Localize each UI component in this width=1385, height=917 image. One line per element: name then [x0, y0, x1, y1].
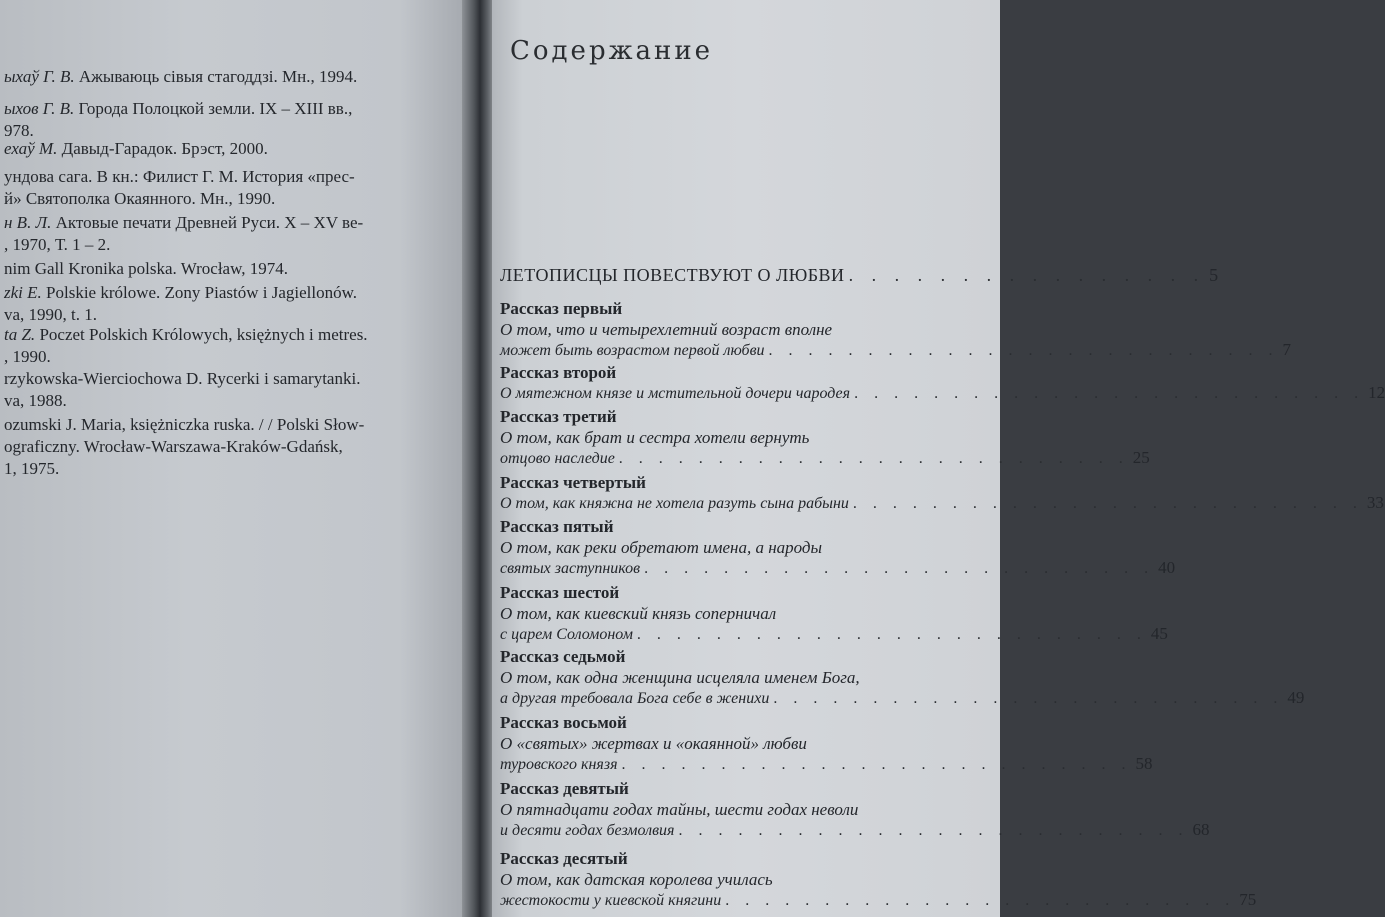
bibliography-text: ozumski J. Maria, księżniczka ruska. / / Polski Słow- [4, 415, 365, 434]
chapter-page-number: 45 [1150, 624, 1168, 643]
chapter-last-line [500, 340, 1292, 360]
chapter-page-number: 75 [1239, 890, 1257, 909]
bibliography-line [4, 66, 357, 88]
chapter-heading: Рассказ пятый [500, 517, 614, 536]
chapter-description-line: О том, как княжна не хотела разуть сына рабыни [500, 495, 849, 512]
bibliography-line [4, 414, 364, 436]
toc-chapter [500, 516, 1176, 578]
bibliography-line [4, 458, 364, 480]
chapter-heading: Рассказ девятый [500, 779, 629, 798]
chapter-page-number: 68 [1192, 820, 1210, 839]
leader-dots: . . . . . . . . . . . . . . . . . . . . . . . . . . [678, 822, 1189, 839]
chapter-description-line: и десяти годах безмолвия [500, 822, 675, 839]
chapter-last-line [500, 890, 1257, 910]
bibliography-text: ograficzny. Wrocław-Warszawa-Kraków-Gdańsk, [4, 437, 343, 456]
chapter-page-number: 12 [1368, 383, 1385, 402]
chapter-description-line: жестокости у киевской княгини [500, 892, 722, 909]
toc-section-label: ЛЕТОПИСЦЫ ПОВЕСТВУЮТ О ЛЮБВИ [500, 265, 845, 285]
bibliography-line [4, 282, 357, 304]
bibliography-line [4, 304, 357, 326]
chapter-last-line [500, 624, 1168, 644]
bibliography-text: Города Полоцкой земли. IX – XIII вв., [78, 99, 353, 118]
bibliography-line [4, 436, 364, 458]
chapter-description-line: О том, что и четырехлетний возраст вполне [500, 320, 833, 339]
chapter-heading: Рассказ шестой [500, 583, 620, 602]
chapter-last-line [500, 820, 1210, 840]
bibliography-text: ундова сага. В кн.: Филист Г. М. История «прес- [4, 167, 355, 186]
bibliography-entry [4, 138, 268, 160]
bibliography-entry [4, 258, 288, 280]
chapter-last-line [500, 558, 1176, 578]
bibliography-text: rzykowska-Wierciochowa D. Rycerki i samarytanki. [4, 369, 361, 388]
chapter-heading: Рассказ десятый [500, 849, 628, 868]
bibliography-line [4, 138, 268, 160]
bibliography-text: nim Gall Kronika polska. Wrocław, 1974. [4, 259, 289, 278]
chapter-description-line: с царем Соломоном [500, 626, 633, 643]
bibliography-line [4, 258, 288, 280]
bibliography-author: ехаў М. [4, 139, 58, 158]
leader-dots: . . . . . . . . . . . . . . . . . . . . . . . . . . [854, 385, 1365, 402]
left-page [0, 0, 470, 917]
bibliography-entry [4, 212, 363, 256]
chapter-description-line: а другая требовала Бога себе в женихи [500, 690, 770, 707]
leader-dots: . . . . . . . . . . . . . . . . . . . . . . . . . . [768, 342, 1279, 359]
bibliography-line [4, 212, 363, 234]
bibliography-entry [4, 98, 352, 142]
bibliography-line [4, 390, 360, 412]
bibliography-author: ыхаў Г. В. [4, 67, 75, 86]
toc-chapter [500, 362, 1385, 403]
chapter-heading: Рассказ четвертый [500, 473, 646, 492]
bibliography-text: Polskie królowe. Zony Piastów i Jagiellonów. [46, 283, 358, 302]
chapter-last-line [500, 754, 1153, 774]
chapter-description-line: О том, как реки обретают имена, а народы [500, 538, 823, 557]
bibliography-line [4, 368, 360, 390]
toc-chapter [500, 646, 1305, 708]
bibliography-text: Актовые печати Древней Руси. X – XV ве- [55, 213, 364, 232]
bibliography-entry [4, 282, 357, 326]
bibliography-text: va, 1988. [4, 391, 67, 410]
bibliography-text: , 1970, Т. 1 – 2. [4, 235, 111, 254]
chapter-page-number: 49 [1287, 688, 1305, 707]
chapter-description-line: святых заступников [500, 560, 641, 577]
chapter-page-number: 58 [1135, 754, 1153, 773]
chapter-description-line: туровского князя [500, 756, 618, 773]
chapter-description-line: О мятежном князе и мстительной дочери чародея [500, 385, 851, 402]
chapter-last-line [500, 383, 1385, 403]
chapter-description-line: О том, как датская королева училась [500, 870, 773, 889]
toc-section-page: 5 [1209, 265, 1219, 285]
bibliography-entry [4, 66, 357, 88]
bibliography-author: zki E. [4, 283, 42, 302]
bibliography-text: й» Святополка Окаянного. Мн., 1990. [4, 189, 276, 208]
chapter-heading: Рассказ первый [500, 299, 623, 318]
bibliography-text: , 1990. [4, 347, 51, 366]
toc-chapter [500, 406, 1150, 468]
toc-chapter [500, 582, 1168, 644]
bibliography-entry [4, 414, 364, 480]
leader-dots: . . . . . . . . . . . . . . . . . . . . . . . . . . [644, 560, 1155, 577]
bibliography-text: Poczet Polskich Królowych, księżnych i metres. [39, 325, 368, 344]
chapter-last-line [500, 448, 1150, 468]
chapter-heading: Рассказ второй [500, 363, 617, 382]
toc-chapter [500, 848, 1257, 910]
chapter-page-number: 7 [1282, 340, 1292, 359]
leader-dots: . . . . . . . . . . . . . . . . . . . . . . . . . . [725, 892, 1236, 909]
chapter-description-line: О пятнадцати годах тайны, шести годах неволи [500, 800, 859, 819]
toc-chapter [500, 472, 1384, 513]
bibliography-line [4, 166, 355, 188]
bibliography-entry [4, 324, 368, 368]
leader-dots: . . . . . . . . . . . . . . . . . . . . . . . . . . [621, 756, 1132, 773]
leader-dots: . . . . . . . . . . . . . . . . . . . . . . . . . . [618, 450, 1129, 467]
bibliography-line [4, 98, 352, 120]
chapter-description-line: О том, как брат и сестра хотели вернуть [500, 428, 810, 447]
chapter-description-line: О том, как киевский князь соперничал [500, 604, 777, 623]
leader-dots: . . . . . . . . . . . . . . . . [848, 265, 1206, 285]
bibliography-entry [4, 368, 360, 412]
chapter-heading: Рассказ третий [500, 407, 617, 426]
chapter-last-line [500, 493, 1384, 513]
chapter-page-number: 25 [1132, 448, 1150, 467]
bibliography-text: Давыд-Гарадок. Брэст, 2000. [61, 139, 268, 158]
bibliography-text: 1, 1975. [4, 459, 60, 478]
leader-dots: . . . . . . . . . . . . . . . . . . . . . . . . . . [773, 690, 1284, 707]
bibliography-author: н В. Л. [4, 213, 52, 232]
chapter-page-number: 40 [1158, 558, 1176, 577]
bibliography-line [4, 188, 355, 210]
bibliography-entry [4, 166, 355, 210]
chapter-description-line: может быть возрастом первой любви [500, 342, 765, 359]
leader-dots: . . . . . . . . . . . . . . . . . . . . . . . . . . [636, 626, 1147, 643]
toc-chapter [500, 778, 1210, 840]
bibliography-author: ыхов Г. В. [4, 99, 75, 118]
chapter-page-number: 33 [1366, 493, 1384, 512]
leader-dots: . . . . . . . . . . . . . . . . . . . . . . . . . . [852, 495, 1363, 512]
bibliography-text: 978. [4, 121, 34, 140]
bibliography-text: Ажываюць сівыя стагоддзі. Мн., 1994. [78, 67, 358, 86]
bibliography-text: va, 1990, t. 1. [4, 305, 98, 324]
chapter-heading: Рассказ седьмой [500, 647, 626, 666]
toc-section [500, 265, 1219, 286]
chapter-description-line: О том, как одна женщина исцеляла именем Бога, [500, 668, 860, 687]
toc-title: Содержание [510, 36, 714, 66]
chapter-heading: Рассказ восьмой [500, 713, 627, 732]
chapter-last-line [500, 688, 1305, 708]
toc-chapter [500, 712, 1153, 774]
chapter-description-line: О «святых» жертвах и «окаянной» любви [500, 734, 807, 753]
bibliography-line [4, 324, 368, 346]
bibliography-line [4, 346, 368, 368]
toc-chapter [500, 298, 1292, 360]
right-page [492, 0, 1385, 917]
bibliography-line [4, 234, 363, 256]
chapter-description-line: отцово наследие [500, 450, 615, 467]
bibliography-author: ta Z. [4, 325, 36, 344]
